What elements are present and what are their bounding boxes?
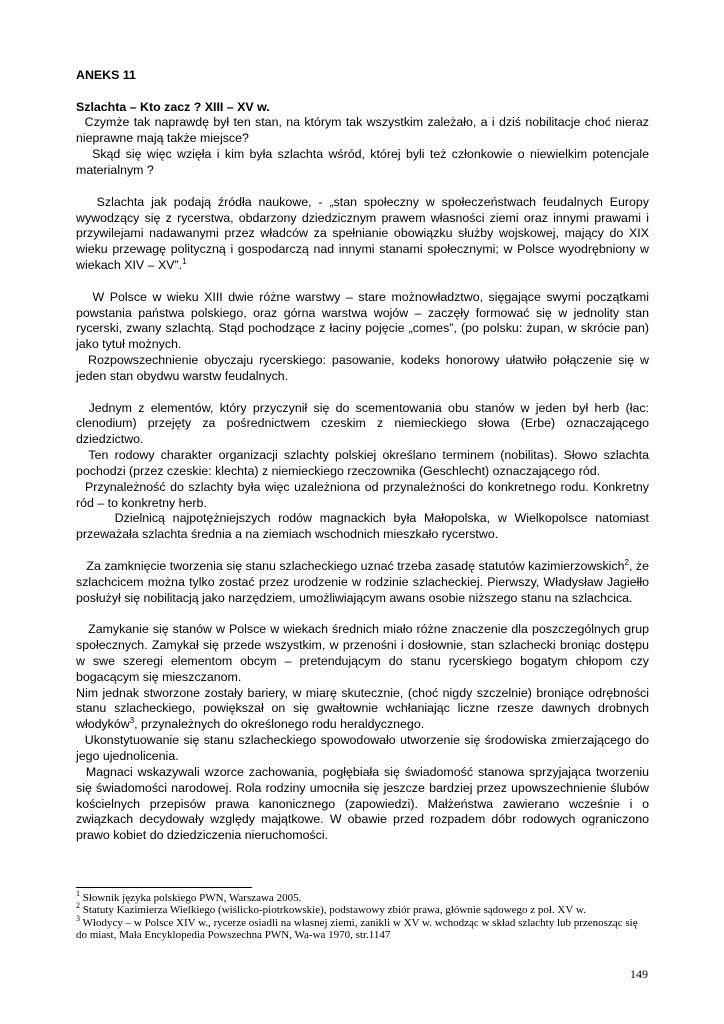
footnote-text: Statuty Kazimierza Wielkiego (wiślicko-piotrkowskie), podstawowy zbiór prawa, głównie sądowego z poł. XV w. <box>80 904 586 917</box>
paragraph: Dzielnicą najpotężniejszych rodów magnackich była Małopolska, w Wielkopolsce natomiast przeważała szlachta średnia a na ziemiach wschodnich mieszkało rycerstwo. <box>76 511 653 542</box>
footnote-number: 2 <box>76 901 80 911</box>
paragraph-text: , przynależnych do określonego rodu heraldycznego. <box>134 717 425 732</box>
paragraph: Przynależność do szlachty była więc uzależniona od przynależności do konkretnego rodu. Konkretny ród – to konkretny herb. <box>76 479 653 510</box>
paragraph-text: Nim jednak stworzone zostały bariery, w miarę skutecznie, (choć nigdy szczelnie) broniące odrębności stanu szlacheckiego, powiększał on się gwałtownie wchłaniając liczne rzesze dawnych drobnych włodyków <box>76 685 653 732</box>
footnotes <box>76 889 649 941</box>
spacer <box>76 543 649 559</box>
footnote-number: 3 <box>76 913 80 923</box>
spacer <box>76 179 649 195</box>
paragraph: Ukonstytuowanie się stanu szlacheckiego spowodowało utworzenie się środowiska zmierzającego do jego ujednolicenia. <box>76 733 653 763</box>
spacer <box>76 385 649 401</box>
spacer <box>76 606 649 622</box>
section-title: Szlachta – Kto zacz ? XIII – XV w. <box>76 99 270 114</box>
footnote-ref-1: 1 <box>182 257 187 267</box>
footnote <box>76 901 649 917</box>
paragraph: Skąd się więc wzięła i kim była szlachta wśród, której byli też członkowie o niewielkim potencjale materialnym ? <box>76 147 653 178</box>
paragraph-text: , że szlachcicem można tylko zostać przez urodzenie w rodzinie szlacheckiej. Pierwszy, Władysław Jagiełło posłużył się nobilitacją jako narzędziem, umożliwiającym awans osobie niższego stanu na szlachcica. <box>76 558 653 605</box>
footnote-ref-2: 2 <box>624 557 629 567</box>
paragraph: Magnaci wskazywali wzorce zachowania, pogłębiała się świadomość stanowa sprzyjająca tworzeniu się świadomości narodowej. Rola rodziny umocniła się jeszcze bardziej przez upowszechnienie ślubów kościelnych przepisów prawa kanonicznego (zapowiedzi). Małżeństwa zawierano wcześnie i o związkach decydowały względy majątkowe. W obawie przed rozpadem dóbr rodowych ograniczono prawo kobiet do dziedziczenia nieruchomości. <box>76 764 653 843</box>
document-body <box>76 68 653 844</box>
annex-label: ANEKS 11 <box>76 68 136 82</box>
paragraph-text: Za zamknięcie tworzenia się stanu szlacheckiego uznać trzeba zasadę statutów kazimierzowskich <box>76 558 625 573</box>
footnote <box>76 889 649 904</box>
paragraph: W Polsce w wieku XIII dwie różne warstwy – stare możnowładztwo, sięgające swymi początkami powstania państwa polskiego, oraz górna warstwa wojów – zaczęły formować się w jednolity stan rycerski, zwany szlachtą. Stąd pochodzące z łaciny pojęcie „comes”, (po polsku: żupan, w skrócie pan) jako tytuł możnych. <box>76 289 653 352</box>
spacer <box>76 84 649 100</box>
footnote <box>76 913 649 942</box>
footnote-divider <box>76 887 252 888</box>
paragraph: Rozpowszechnienie obyczaju rycerskiego: pasowanie, kodeks honorowy ułatwiło połączenie się w jeden stan obydwu warstw feudalnych. <box>76 353 653 383</box>
paragraph: Czymże tak naprawdę był ten stan, na którym tak wszystkim zależało, a i dziś nobilitacje choć nieraz nieprawne mają także miejsce? <box>76 115 653 146</box>
paragraph <box>76 557 653 607</box>
paragraph <box>76 685 653 734</box>
footnote-number: 1 <box>76 889 80 898</box>
footnote-ref-3: 3 <box>129 716 135 726</box>
page-number: 149 <box>630 967 648 981</box>
paragraph: Ten rodowy charakter organizacji szlachty polskiej określano terminem (nobilitas). Słowo szlachta pochodzi (przez czeskie: klechta) z niemieckiego rzeczownika (Geschlecht) oznaczającego ród. <box>76 448 653 478</box>
paragraph-text: Szlachta jak podają źródła naukowe, - „stan społeczny w społeczeństwach feudalnych Europy wywodzący się z rycerstwa, obdarzony dziedzicznym prawem własności ziemi oraz innymi prawami i przywilejami nadawanymi przez władców za spełnianie obowiązku służby wojskowej, mający do XIX wieku przewagę polityczną i gospodarczą nad innymi stanami społecznymi; w Polsce wyodrębniony w wiekach XIV – XV”. <box>76 194 653 273</box>
footnote-text: Słownik języka polskiego PWN, Warszawa 2005. <box>80 892 302 904</box>
paragraph: Jednym z elementów, który przyczynił się do scementowania obu stanów w jeden był herb (łac: clenodium) przejęty za pośrednictwem czeskim z niemieckiego słowa (Erbe) oznaczającego dziedzictwo. <box>76 400 653 447</box>
spacer <box>76 274 649 290</box>
paragraph <box>76 194 653 274</box>
footnote-text: Włodycy – w Polsce XIV w., rycerze osiadli na własnej ziemi, zanikli w XV w. wchodząc w skład szlachty lub przenosząc się do miast, Mała Encyklopedia Powszechna PWN, Wa-wa 1970, str.1147 <box>76 916 638 941</box>
paragraph: Zamykanie się stanów w Polsce w wiekach średnich miało różne znaczenie dla poszczególnych grup społecznych. Zamykał się przede wszystkim, w przenośni i dosłownie, stan szlachecki broniąc dostępu w swe szeregi elementom obcym – pretendującym do stanu rycerskiego bogatym chłopom czy bogacącym się mieszczanom. <box>76 622 653 684</box>
